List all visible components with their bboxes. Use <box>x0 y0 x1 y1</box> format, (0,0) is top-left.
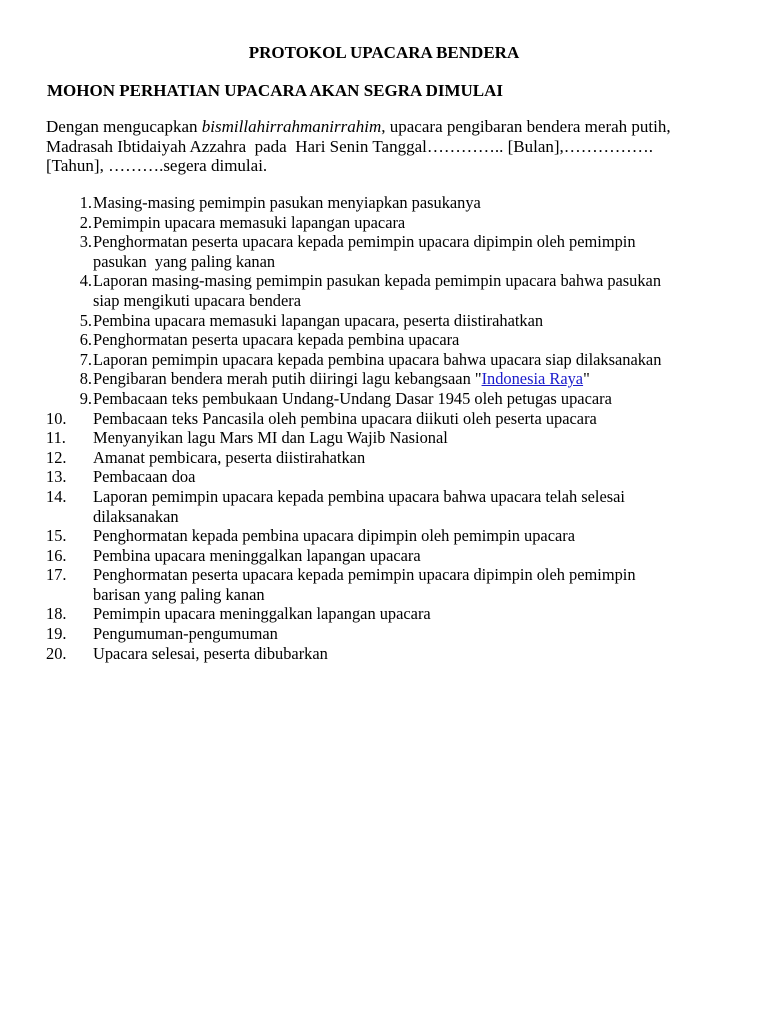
list-item-text: Masing-masing pemimpin pasukan menyiapkan pasukanya <box>93 193 481 212</box>
list-item <box>46 232 736 271</box>
list-item-number: 13. <box>46 467 67 487</box>
list-item-text: Pembacaan teks Pancasila oleh pembina upacara diikuti oleh peserta upacara <box>93 408 597 428</box>
intro-italic-phrase: bismillahirrahmanirrahim <box>201 117 382 136</box>
intro-line-3: [Tahun], ……….segera dimulai. <box>46 156 268 175</box>
document-title: PROTOKOL UPACARA BENDERA <box>248 43 520 62</box>
list-item-text: Penghormatan peserta upacara kepada pembina upacara <box>93 330 460 350</box>
intro-paragraph <box>46 117 736 176</box>
list-item <box>46 350 736 370</box>
list-item-number: 11. <box>46 428 66 448</box>
list-item-text-continued: pasukan yang paling kanan <box>93 251 276 271</box>
list-item <box>46 565 736 604</box>
list-item-text: Upacara selesai, peserta dibubarkan <box>93 643 328 663</box>
list-item-text <box>93 369 736 389</box>
list-item-number: 1. <box>79 193 92 212</box>
list-item-text: Laporan pemimpin upacara kepada pembina upacara bahwa upacara siap dilaksanakan <box>93 349 662 369</box>
list-item-number: 18. <box>46 604 67 624</box>
list-item <box>46 311 736 331</box>
list-item <box>46 604 736 624</box>
list-item <box>46 213 736 233</box>
list-item-text: Pembina upacara memasuki lapangan upacara, peserta diistirahatkan <box>93 310 544 330</box>
list-item-text: Pemimpin upacara memasuki lapangan upacara <box>93 212 406 232</box>
list-item-text: Pembacaan doa <box>93 467 196 487</box>
list-item <box>46 389 736 409</box>
list-item <box>46 487 736 526</box>
list-item-number: 9. <box>79 388 92 408</box>
list-item-text: Pembina upacara meninggalkan lapangan upacara <box>93 545 421 565</box>
indonesia-raya-link[interactable]: Indonesia Raya <box>481 369 584 389</box>
list-item-text: Penghormatan kepada pembina upacara dipimpin oleh pemimpin upacara <box>93 526 575 546</box>
list-item-number: 16. <box>46 545 67 565</box>
list-item <box>46 428 736 448</box>
list-item-text-continued: dilaksanakan <box>93 506 179 526</box>
list-item-number: 15. <box>46 526 67 546</box>
protocol-list <box>46 193 736 663</box>
list-item-number: 5. <box>79 310 92 330</box>
list-item <box>46 467 736 487</box>
intro-line-2: Madrasah Ibtidaiyah Azzahra pada Hari Senin Tanggal………….. [Bulan],……………. <box>46 136 654 156</box>
list-item <box>46 448 736 468</box>
list-item-text-post: " <box>583 369 590 389</box>
list-item-text: Pembacaan teks pembukaan Undang-Undang Dasar 1945 oleh petugas upacara <box>93 388 612 408</box>
list-item-text: Menyanyikan lagu Mars MI dan Lagu Wajib Nasional <box>93 428 448 448</box>
list-item-text-continued: barisan yang paling kanan <box>93 584 265 604</box>
list-item <box>46 271 736 310</box>
list-item <box>46 369 736 389</box>
list-item-text-pre: Pengibaran bendera merah putih diiringi lagu kebangsaan " <box>93 369 482 389</box>
list-item <box>46 526 736 546</box>
list-item-text: Laporan masing-masing pemimpin pasukan kepada pemimpin upacara bahwa pasukan <box>93 271 662 291</box>
intro-line-1 <box>46 117 736 137</box>
list-item-number: 8. <box>79 369 92 389</box>
list-item-text-continued: siap mengikuti upacara bendera <box>93 290 301 310</box>
list-item-number: 3. <box>79 232 92 252</box>
list-item <box>46 409 736 429</box>
list-item-number: 2. <box>79 212 92 232</box>
document-subtitle: MOHON PERHATIAN UPACARA AKAN SEGRA DIMULAI <box>47 81 504 100</box>
list-item-number: 10. <box>46 408 67 428</box>
list-item-number: 19. <box>46 624 67 644</box>
list-item-number: 14. <box>46 486 67 506</box>
list-item <box>46 624 736 644</box>
list-item-number: 4. <box>79 271 92 291</box>
list-item-number: 6. <box>79 330 92 350</box>
list-item-number: 17. <box>46 565 67 585</box>
list-item-number: 20. <box>46 643 67 663</box>
list-item <box>46 546 736 566</box>
list-item-text: Laporan pemimpin upacara kepada pembina upacara bahwa upacara telah selesai <box>93 486 625 506</box>
list-item <box>46 330 736 350</box>
list-item-number: 7. <box>79 349 92 369</box>
list-item-text: Amanat pembicara, peserta diistirahatkan <box>93 447 366 467</box>
list-item-text: Pengumuman-pengumuman <box>93 624 278 644</box>
list-item <box>46 193 736 213</box>
list-item-number: 12. <box>46 447 67 467</box>
list-item-text: Pemimpin upacara meninggalkan lapangan upacara <box>93 604 431 624</box>
intro-prefix: Dengan mengucapkan <box>46 117 202 136</box>
list-item-text: Penghormatan peserta upacara kepada pemimpin upacara dipimpin oleh pemimpin <box>93 232 636 252</box>
intro-suffix: , upacara pengibaran bendera merah putih, <box>381 117 671 136</box>
list-item-text: Penghormatan peserta upacara kepada pemimpin upacara dipimpin oleh pemimpin <box>93 565 636 585</box>
list-item <box>46 644 736 664</box>
